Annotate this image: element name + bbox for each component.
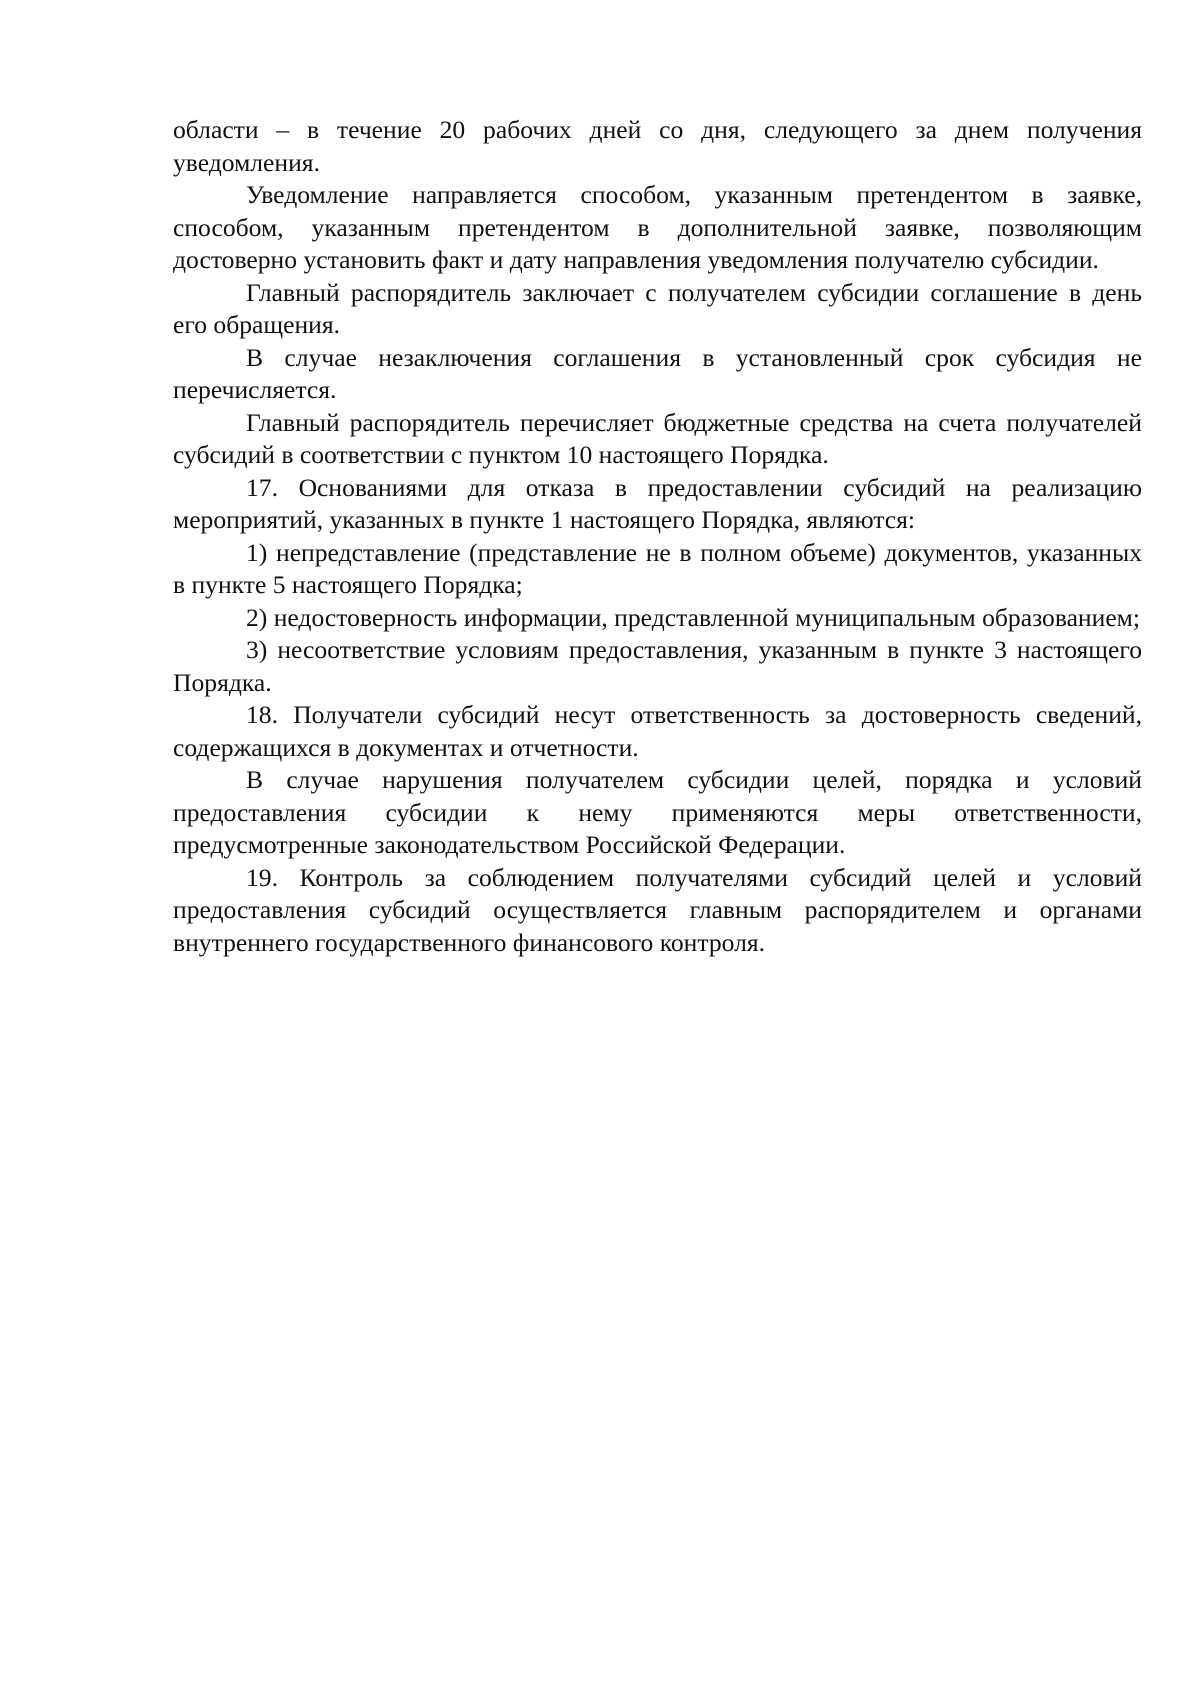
paragraph-notification-method: Уведомление направляется способом, указанным претендентом в заявке, способом, указанным претендентом в дополнительной заявке, позволяющим достоверно установить факт и дату направления уведомления получателю субсидии. bbox=[173, 180, 1142, 274]
paragraph-item-18: 18. Получатели субсидий несут ответственность за достоверность сведений, содержащихся в документах и отчетности. bbox=[173, 700, 1142, 762]
paragraph-item-17: 17. Основаниями для отказа в предоставлении субсидий на реализацию мероприятий, указанных в пункте 1 настоящего Порядка, являются: bbox=[173, 472, 1142, 534]
paragraph-item-17-2: 2) недостоверность информации, представленной муниципальным образованием; bbox=[246, 602, 1140, 632]
paragraph-no-agreement: В случае незаключения соглашения в установленный срок субсидия не перечисляется. bbox=[173, 342, 1142, 404]
paragraph-violation: В случае нарушения получателем субсидии целей, порядка и условий предоставления субсидии к нему применяются меры ответственности, предусмотренные законодательством Российской Федерации. bbox=[173, 765, 1142, 859]
paragraph-item-19: 19. Контроль за соблюдением получателями субсидий целей и условий предоставления субсидий осуществляется главным распорядителем и органами внутреннего государственного финансового контроля. bbox=[173, 862, 1142, 957]
paragraph-transfer: Главный распорядитель перечисляет бюджетные средства на счета получателей субсидий в соответствии с пунктом 10 настоящего Порядка. bbox=[173, 407, 1142, 469]
paragraph-item-17-3: 3) несоответствие условиям предоставления, указанным в пункте 3 настоящего Порядка. bbox=[173, 635, 1142, 697]
paragraph-continuation: области – в течение 20 рабочих дней со дня, следующего за днем получения уведомления. bbox=[173, 115, 1142, 177]
paragraph-item-17-1: 1) непредставление (представление не в полном объеме) документов, указанных в пункте 5 настоящего Порядка; bbox=[173, 537, 1142, 599]
document-body bbox=[173, 114, 1142, 959]
paragraph-agreement: Главный распорядитель заключает с получателем субсидии соглашение в день его обращения. bbox=[173, 277, 1142, 339]
